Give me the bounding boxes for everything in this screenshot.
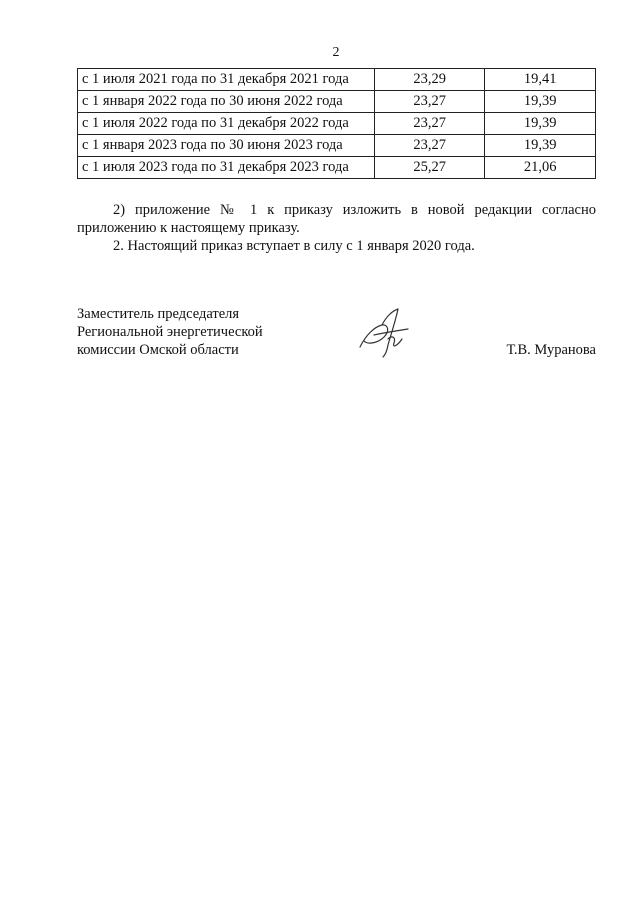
value-cell: 19,39 <box>485 113 596 135</box>
table-row <box>78 113 596 135</box>
period-cell: с 1 июля 2021 года по 31 декабря 2021 года <box>78 69 375 91</box>
table-row <box>78 135 596 157</box>
signer-title-line: комиссии Омской области <box>77 342 239 358</box>
signer-title <box>77 305 263 359</box>
value-cell: 23,27 <box>374 113 485 135</box>
signer-name: Т.В. Муранова <box>506 342 596 358</box>
value-cell: 23,27 <box>374 135 485 157</box>
value-cell: 19,41 <box>485 69 596 91</box>
period-cell: с 1 января 2022 года по 30 июня 2022 года <box>78 91 375 113</box>
handwritten-signature <box>352 305 414 361</box>
table-row <box>78 69 596 91</box>
signer-title-line: Региональной энергетической <box>77 324 263 340</box>
table-row <box>78 91 596 113</box>
amendment-paragraph: 2) приложение № 1 к приказу изложить в новой редакции согласно приложению к настоящему приказу. <box>77 202 596 236</box>
value-cell: 23,29 <box>374 69 485 91</box>
period-cell: с 1 января 2023 года по 30 июня 2023 года <box>78 135 375 157</box>
value-cell: 19,39 <box>485 91 596 113</box>
period-cell: с 1 июля 2022 года по 31 декабря 2022 года <box>78 113 375 135</box>
signer-title-line: Заместитель председателя <box>77 306 240 322</box>
period-cell: с 1 июля 2023 года по 31 декабря 2023 года <box>78 157 375 179</box>
page-number: 2 <box>332 45 340 60</box>
value-cell: 23,27 <box>374 91 485 113</box>
table-row <box>78 157 596 179</box>
tariff-table <box>77 68 596 179</box>
value-cell: 21,06 <box>485 157 596 179</box>
value-cell: 25,27 <box>374 157 485 179</box>
value-cell: 19,39 <box>485 135 596 157</box>
effective-date-paragraph: 2. Настоящий приказ вступает в силу с 1 января 2020 года. <box>113 238 475 254</box>
